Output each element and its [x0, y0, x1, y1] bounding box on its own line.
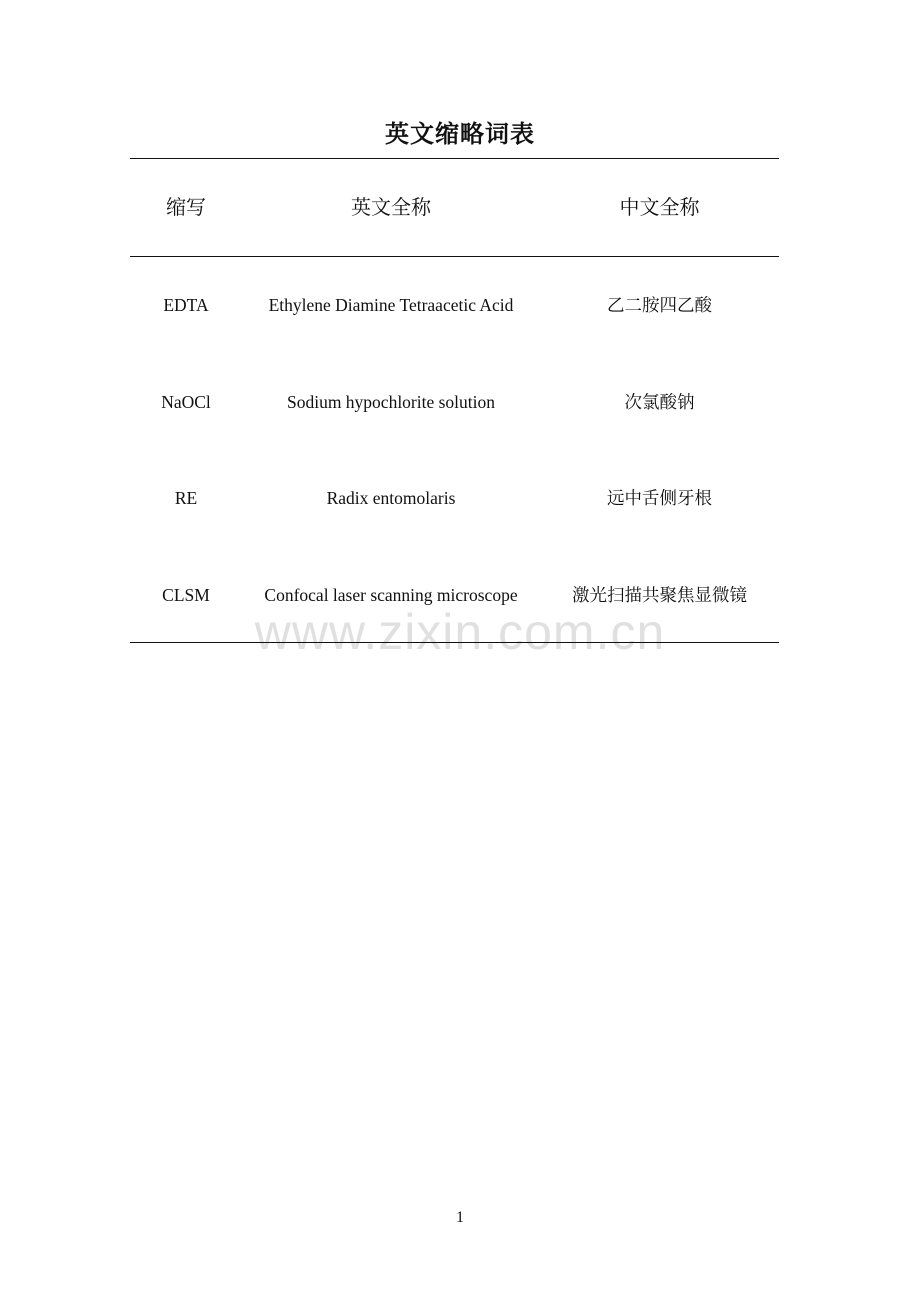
header-english-full: 英文全称 [351, 197, 431, 219]
abbreviation-cell: NaOCl [161, 392, 211, 412]
abbreviation-cell: CLSM [162, 585, 210, 605]
chinese-full-cell: 次氯酸钠 [624, 392, 695, 412]
table-bottom-rule [130, 642, 779, 643]
chinese-full-cell: 远中舌侧牙根 [607, 488, 712, 508]
abbreviation-cell: EDTA [163, 295, 209, 315]
page-number: 1 [456, 1209, 464, 1226]
english-full-cell: Confocal laser scanning microscope [264, 585, 518, 605]
header-chinese-full: 中文全称 [619, 197, 700, 219]
page-title: 英文缩略词表 [385, 122, 535, 148]
table-header-rule [130, 256, 779, 257]
english-full-cell: Sodium hypochlorite solution [286, 392, 496, 412]
chinese-full-cell: 乙二胺四乙酸 [607, 295, 712, 315]
table-top-rule [130, 158, 779, 159]
english-full-cell: Radix entomolaris [326, 488, 456, 508]
abbreviation-cell: RE [174, 488, 198, 508]
watermark: www.zixin.com.cn [254, 604, 666, 660]
chinese-full-cell: 激光扫描共聚焦显微镜 [572, 585, 747, 605]
english-full-cell: Ethylene Diamine Tetraacetic Acid [268, 295, 514, 315]
header-abbreviation: 缩写 [166, 197, 206, 219]
